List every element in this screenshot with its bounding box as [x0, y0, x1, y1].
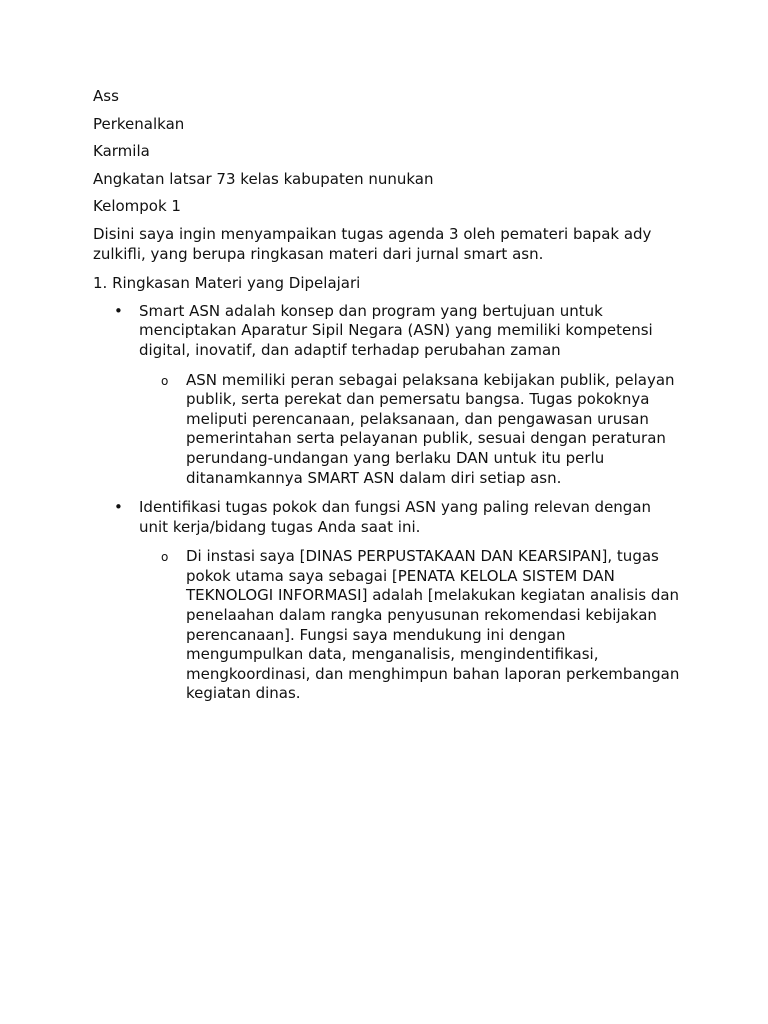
list-item-text: Smart ASN adalah konsep dan program yang bertujuan untuk menciptakan Aparatur Sipil Negara (ASN) yang memiliki kompetensi digital, inovatif, dan adaptif terhadap perubahan zaman: [139, 301, 653, 359]
purpose-paragraph: Disini saya ingin menyampaikan tugas agenda 3 oleh pemateri bapak ady zulkifli, yang berupa ringkasan materi dari jurnal smart asn.: [93, 224, 652, 263]
summary-list: [93, 302, 683, 704]
intro-line: Perkenalkan: [93, 114, 185, 133]
bullet-icon: •: [114, 301, 123, 320]
sub-list-item-text: Di instasi saya [DINAS PERPUSTAKAAN DAN KEARSIPAN], tugas pokok utama saya sebagai [PENATA KELOLA SISTEM DAN TEKNOLOGI INFORMASI] adalah [melakukan kegiatan analisis dan penelaahan dalam rangka penyusunan rekomendasi kebijakan perencanaan]. Fungsi saya mendukung ini dengan mengumpulkan data, menganalisis, mengindentifikasi, mengkoordinasi, dan menghimpun bahan laporan perkembangan kegiatan dinas.: [186, 547, 680, 703]
sub-list-item-text: ASN memiliki peran sebagai pelaksana kebijakan publik, pelayan publik, serta perekat dan pemersatu bangsa. Tugas pokoknya meliputi perencanaan, pelaksanaan, dan pengawasan urusan pemerintahan serta pelayanan publik, sesuai dengan peraturan perundang-undangan yang berlaku DAN untuk itu perlu ditanamkannya SMART ASN dalam diri setiap asn.: [186, 370, 675, 487]
greeting-line: Ass: [93, 87, 119, 105]
bullet-icon: •: [114, 498, 123, 517]
sub-list: [139, 547, 683, 704]
name-line: Karmila: [93, 142, 150, 161]
list-item: [93, 302, 683, 488]
list-item: [93, 498, 683, 704]
sub-list-item: [139, 547, 683, 704]
class-info-line: Angkatan latsar 73 kelas kabupaten nunukan: [93, 169, 434, 188]
sub-bullet-icon: o: [161, 550, 169, 565]
document-page: [93, 87, 683, 714]
list-item-text: Identifikasi tugas pokok dan fungsi ASN yang paling relevan dengan unit kerja/bidang tugas Anda saat ini.: [139, 498, 652, 536]
sub-bullet-icon: o: [161, 373, 169, 388]
section-heading: 1. Ringkasan Materi yang Dipelajari: [93, 274, 361, 293]
group-line: Kelompok 1: [93, 197, 181, 216]
sub-list-item: [139, 371, 683, 489]
sub-list: [139, 371, 683, 489]
